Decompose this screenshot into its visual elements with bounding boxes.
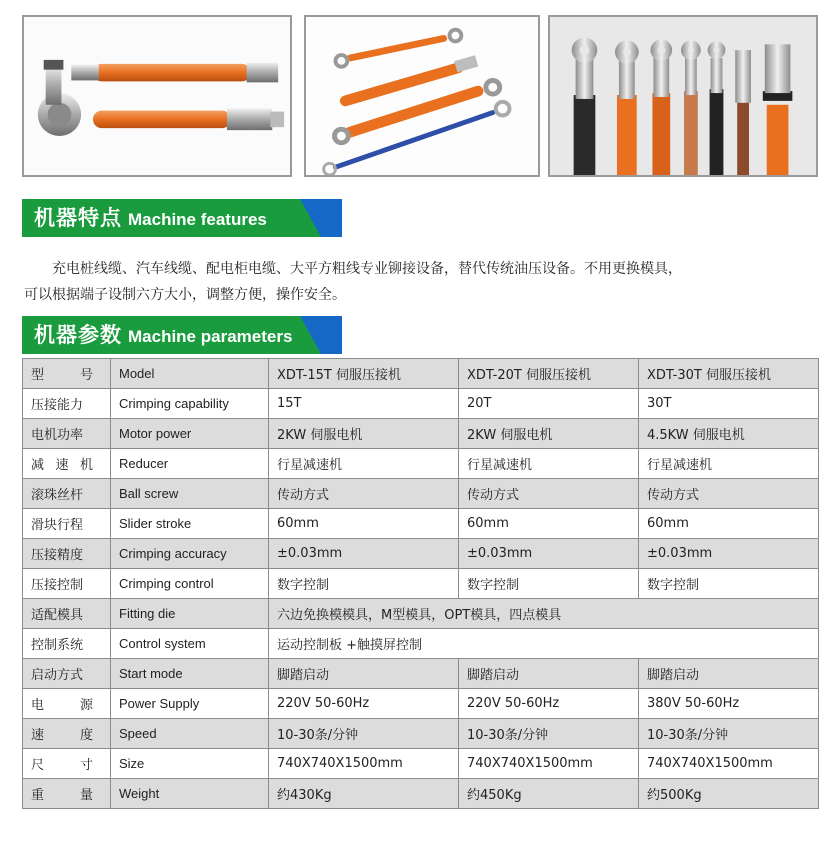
param-value-model-2: 脚踏启动	[459, 659, 639, 689]
param-value-model-2: ±0.03mm	[459, 539, 639, 569]
param-label-cn	[23, 359, 111, 389]
features-heading-text	[34, 199, 267, 239]
table-row	[23, 479, 819, 509]
param-value-model-1: ±0.03mm	[269, 539, 459, 569]
param-value-model-3: 740X740X1500mm	[639, 749, 819, 779]
param-value-model-2: 传动方式	[459, 479, 639, 509]
param-value-model-1: 脚踏启动	[269, 659, 459, 689]
param-label-en: Model	[111, 359, 269, 389]
param-label-en: Fitting die	[111, 599, 269, 629]
parameters-heading	[22, 316, 342, 354]
param-label-cn: 滑块行程	[23, 509, 111, 539]
param-label-cn-spaced: 尺 寸	[31, 758, 93, 773]
param-value-model-3: 4.5KW 伺服电机	[639, 419, 819, 449]
product-photos	[22, 15, 818, 177]
param-label-en: Reducer	[111, 449, 269, 479]
param-value-model-2: 60mm	[459, 509, 639, 539]
param-label-cn: 滚珠丝杆	[23, 479, 111, 509]
param-value-model-2: XDT-20T 伺服压接机	[459, 359, 639, 389]
param-value-merged: 六边免换模模具，M型模具，OPT模具，四点模具	[269, 599, 819, 629]
table-row	[23, 569, 819, 599]
table-row	[23, 599, 819, 629]
table-row	[23, 539, 819, 569]
param-label-cn-spaced: 减 速 机	[31, 458, 93, 473]
param-value-model-2: 10-30条/分钟	[459, 719, 639, 749]
param-value-model-3: 脚踏启动	[639, 659, 819, 689]
param-label-cn	[23, 719, 111, 749]
param-value-model-3: 约500Kg	[639, 779, 819, 809]
description-line-1: 充电桩线缆、汽车线缆、配电柜电缆、大平方粗线专业铆接设备，替代传统油压设备。不用更换模具，	[52, 261, 682, 277]
table-row	[23, 779, 819, 809]
param-label-en: Weight	[111, 779, 269, 809]
param-value-model-3: 10-30条/分钟	[639, 719, 819, 749]
param-value-model-2: 数字控制	[459, 569, 639, 599]
param-value-model-1: 约430Kg	[269, 779, 459, 809]
param-label-en: Power Supply	[111, 689, 269, 719]
param-value-model-1: XDT-15T 伺服压接机	[269, 359, 459, 389]
param-value-model-3: 传动方式	[639, 479, 819, 509]
param-label-en: Motor power	[111, 419, 269, 449]
param-label-cn-spaced: 电 源	[31, 698, 93, 713]
photo-terminal-cables	[304, 15, 540, 177]
features-title-cn: 机器特点	[34, 206, 122, 230]
param-value-model-1: 220V 50-60Hz	[269, 689, 459, 719]
parameters-heading-text	[34, 316, 292, 356]
param-value-model-3: 380V 50-60Hz	[639, 689, 819, 719]
param-label-en: Ball screw	[111, 479, 269, 509]
table-row	[23, 689, 819, 719]
param-value-model-3: ±0.03mm	[639, 539, 819, 569]
param-value-model-2: 20T	[459, 389, 639, 419]
param-value-model-2: 2KW 伺服电机	[459, 419, 639, 449]
param-label-cn-spaced: 速 度	[31, 728, 93, 743]
param-label-cn: 压接控制	[23, 569, 111, 599]
table-row	[23, 389, 819, 419]
features-description	[24, 256, 820, 308]
table-row	[23, 359, 819, 389]
table-row	[23, 449, 819, 479]
features-heading	[22, 199, 342, 237]
param-value-model-1: 2KW 伺服电机	[269, 419, 459, 449]
param-value-model-3: 60mm	[639, 509, 819, 539]
param-value-model-1: 60mm	[269, 509, 459, 539]
param-value-model-3: XDT-30T 伺服压接机	[639, 359, 819, 389]
table-row	[23, 509, 819, 539]
param-label-en: Crimping control	[111, 569, 269, 599]
param-label-cn: 压接能力	[23, 389, 111, 419]
param-value-model-2: 220V 50-60Hz	[459, 689, 639, 719]
param-value-model-1: 行星减速机	[269, 449, 459, 479]
table-row	[23, 719, 819, 749]
photo-angled-cable	[22, 15, 292, 177]
param-value-model-2: 约450Kg	[459, 779, 639, 809]
parameters-table	[22, 358, 819, 809]
param-label-en: Crimping capability	[111, 389, 269, 419]
param-value-model-1: 15T	[269, 389, 459, 419]
param-label-cn: 适配模具	[23, 599, 111, 629]
parameters-table-body	[23, 359, 819, 809]
features-title-en: Machine features	[128, 210, 267, 229]
param-label-en: Start mode	[111, 659, 269, 689]
param-label-en: Speed	[111, 719, 269, 749]
param-value-model-2: 740X740X1500mm	[459, 749, 639, 779]
param-label-en: Crimping accuracy	[111, 539, 269, 569]
description-line-2: 可以根据端子设制六方大小，调整方便，操作安全。	[24, 287, 346, 303]
param-label-en: Control system	[111, 629, 269, 659]
param-label-cn	[23, 749, 111, 779]
param-value-model-1: 传动方式	[269, 479, 459, 509]
param-label-cn	[23, 689, 111, 719]
parameters-title-en: Machine parameters	[128, 327, 293, 346]
table-row	[23, 629, 819, 659]
param-value-model-3: 行星减速机	[639, 449, 819, 479]
param-value-model-1: 740X740X1500mm	[269, 749, 459, 779]
param-label-cn-spaced: 型 号	[31, 368, 93, 383]
param-label-cn	[23, 779, 111, 809]
parameters-title-cn: 机器参数	[34, 323, 122, 347]
param-value-model-1: 10-30条/分钟	[269, 719, 459, 749]
param-value-model-3: 30T	[639, 389, 819, 419]
table-row	[23, 659, 819, 689]
param-value-merged: 运动控制板 +触摸屏控制	[269, 629, 819, 659]
param-label-cn	[23, 449, 111, 479]
param-label-cn: 控制系统	[23, 629, 111, 659]
param-label-cn: 压接精度	[23, 539, 111, 569]
table-row	[23, 419, 819, 449]
param-label-cn: 电机功率	[23, 419, 111, 449]
param-value-model-2: 行星减速机	[459, 449, 639, 479]
table-row	[23, 749, 819, 779]
param-value-model-3: 数字控制	[639, 569, 819, 599]
param-value-model-1: 数字控制	[269, 569, 459, 599]
param-label-en: Slider stroke	[111, 509, 269, 539]
param-label-en: Size	[111, 749, 269, 779]
photo-crimped-lugs	[548, 15, 818, 177]
param-label-cn: 启动方式	[23, 659, 111, 689]
param-label-cn-spaced: 重 量	[31, 788, 93, 803]
